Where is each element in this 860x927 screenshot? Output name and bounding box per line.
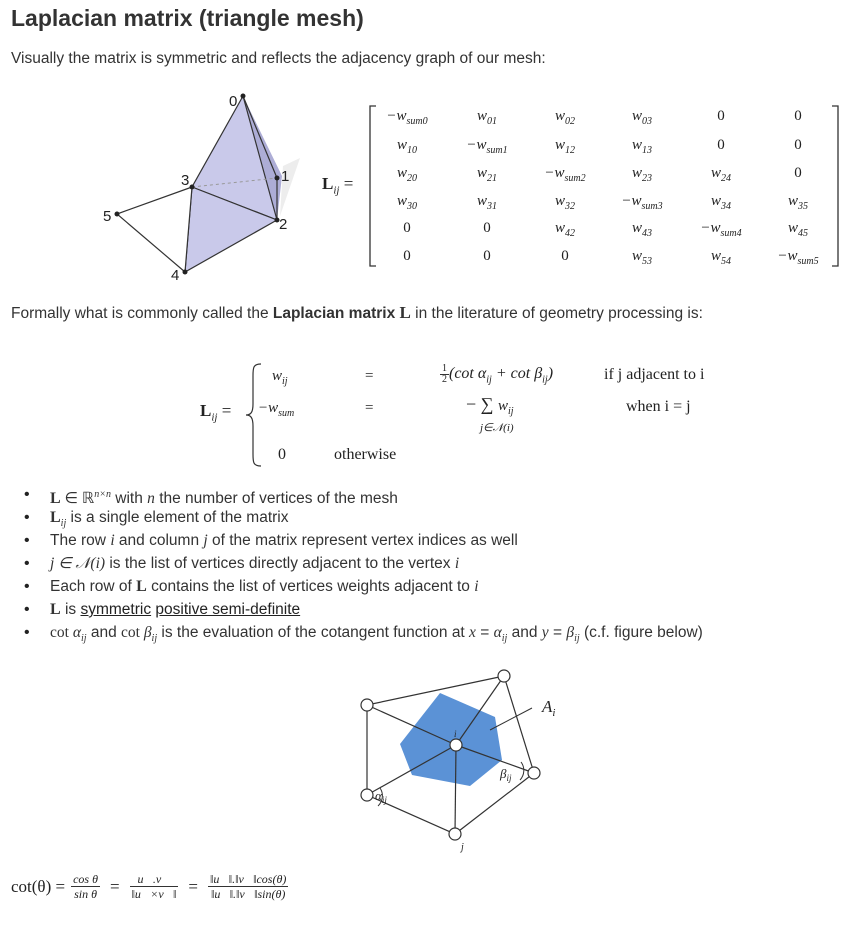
case2-sum: − ∑ $w_{ij}$: [466, 394, 514, 417]
matrix-cell: $w_{32}$: [554, 193, 575, 212]
matrix-cell: 0: [403, 248, 411, 264]
matrix-cell: 0: [483, 220, 491, 236]
cases-lhs: $L_{ij}$ =: [200, 401, 232, 424]
area-region: [400, 693, 502, 786]
vertex-label-5: 5: [103, 208, 112, 225]
matrix-cell: $w_{30}$: [396, 193, 417, 212]
matrix-cell: $w_{53}$: [631, 248, 652, 267]
alpha-label: $\alpha_{ij}$: [375, 788, 387, 805]
matrix-cell: $w_{20}$: [396, 165, 417, 184]
case3-condition: otherwise: [334, 446, 397, 463]
matrix-cell: $-w_{sum0}$: [386, 108, 428, 127]
matrix-cell: 0: [794, 165, 802, 181]
vertex-label-1: 1: [281, 168, 290, 185]
vertex-label-2: 2: [279, 216, 288, 233]
vertex-4-dot: [183, 270, 188, 275]
matrix-cell: $w_{31}$: [476, 193, 497, 212]
matrix-cell: $w_{35}$: [787, 193, 808, 212]
matrix-brackets: [366, 104, 846, 270]
list-item: • L ∈ ℝ$^{n\times n}$ with n the number of vertices of the mesh: [24, 485, 703, 508]
matrix-cell: 0: [561, 248, 569, 264]
matrix-cell: $-w_{sum3}$: [621, 193, 663, 212]
list-item: • Each row of L contains the list of vertices weights adjacent to i: [24, 577, 703, 600]
matrix-cell: 0: [794, 137, 802, 153]
area-label: $A_i$: [542, 697, 556, 719]
case2-sum-index: j∈𝒩(i): [480, 422, 514, 434]
beta-arc: [520, 762, 524, 780]
area-pointer: [490, 708, 532, 730]
matrix-cell: 0: [403, 220, 411, 236]
matrix-cell: $w_{45}$: [787, 220, 808, 239]
matrix-cell: $w_{43}$: [631, 220, 652, 239]
case2-lhs: $-w_{sum}$: [258, 400, 295, 419]
matrix-cell: $w_{02}$: [554, 108, 575, 127]
matrix-cell: $-w_{sum5}$: [777, 248, 819, 267]
cotangent-figure: [350, 662, 590, 862]
matrix-cell: 0: [794, 108, 802, 124]
matrix-cell: $w_{34}$: [710, 193, 731, 212]
formal-text: Formally what is commonly called the Laplacian matrix L in the literature of geometry processing is:: [11, 303, 703, 322]
vertex-label-3: 3: [181, 172, 190, 189]
matrix-cell: 0: [483, 248, 491, 264]
list-item: • L is symmetric positive semi-definite: [24, 600, 703, 623]
list-item: • The row i and column j of the matrix represent vertex indices as well: [24, 531, 703, 554]
matrix-cell: $w_{21}$: [476, 165, 497, 184]
vertex-5-dot: [115, 212, 120, 217]
matrix-cell: $w_{10}$: [396, 137, 417, 156]
matrix-cell: $w_{13}$: [631, 137, 652, 156]
mesh-shadow: [280, 158, 300, 216]
matrix-cell: $-w_{sum2}$: [544, 165, 586, 184]
page-title: Laplacian matrix (triangle mesh): [11, 5, 364, 31]
matrix-lhs: $L_{ij}$ =: [322, 174, 354, 197]
matrix-cell: $w_{24}$: [710, 165, 731, 184]
intro-text: Visually the matrix is symmetric and reflects the adjacency graph of our mesh:: [11, 50, 546, 67]
list-item: • $L_{ij}$ is a single element of the matrix: [24, 508, 703, 531]
matrix-cell: $w_{03}$: [631, 108, 652, 127]
list-item: • $\cot \alpha_{ij}$ and $\cot \beta_{ij}$ is the evaluation of the cotangent function at $x = \alpha_{ij}$ and $y = \beta_{ij}$ (c.f. figure below): [24, 623, 703, 646]
psd-link[interactable]: positive semi-definite: [155, 601, 301, 618]
vertex-3-dot: [190, 185, 195, 190]
property-list: [24, 485, 703, 646]
matrix-cell: $w_{12}$: [554, 137, 575, 156]
matrix-cell: $-w_{sum4}$: [700, 220, 742, 239]
list-item: • j ∈ 𝒩(i) is the list of vertices directly adjacent to the vertex i: [24, 554, 703, 577]
vertex-1-dot: [275, 176, 280, 181]
matrix-cell: 0: [717, 137, 725, 153]
case1-rhs: $\frac{1}{2}$ (cot $\alpha_{ij} + \cot \beta_{ij}$): [442, 363, 554, 386]
case1-condition: if j adjacent to i: [604, 366, 705, 383]
case3-lhs: 0: [278, 446, 286, 463]
case1-eq: =: [365, 368, 374, 384]
beta-label: $\beta_{ij}$: [500, 766, 512, 783]
case1-lhs: $w_{ij}$: [272, 368, 288, 387]
matrix-cell: $w_{42}$: [554, 220, 575, 239]
matrix-cell: $w_{54}$: [710, 248, 731, 267]
case2-eq: =: [365, 400, 374, 416]
vertex-label-4: 4: [171, 267, 180, 284]
cot-formula: cot(θ) = $\frac{\text{cos θ}}{\text{sin θ}}$ = $\frac{u⃗.v⃗}{‖u⃗\times v⃗‖}$ = $\frac{‖u⃗‖.‖v⃗‖\cos(\theta)}{‖u⃗‖.‖v⃗‖\sin(\theta)}$: [11, 872, 287, 901]
matrix-cell: $w_{23}$: [631, 165, 652, 184]
matrix-cell: $w_{01}$: [476, 108, 497, 127]
matrix-cell: $-w_{sum1}$: [466, 137, 508, 156]
vertex-0-dot: [241, 94, 246, 99]
mesh-face-534: [117, 187, 192, 272]
matrix-cell: 0: [717, 108, 725, 124]
vertex-j-label: j: [461, 842, 464, 853]
mesh-figure: [95, 88, 310, 288]
vertex-label-0: 0: [229, 93, 238, 110]
vertex-i-label: i: [454, 729, 457, 739]
symmetric-link[interactable]: symmetric: [80, 601, 152, 618]
case2-condition: when i = j: [626, 398, 691, 415]
